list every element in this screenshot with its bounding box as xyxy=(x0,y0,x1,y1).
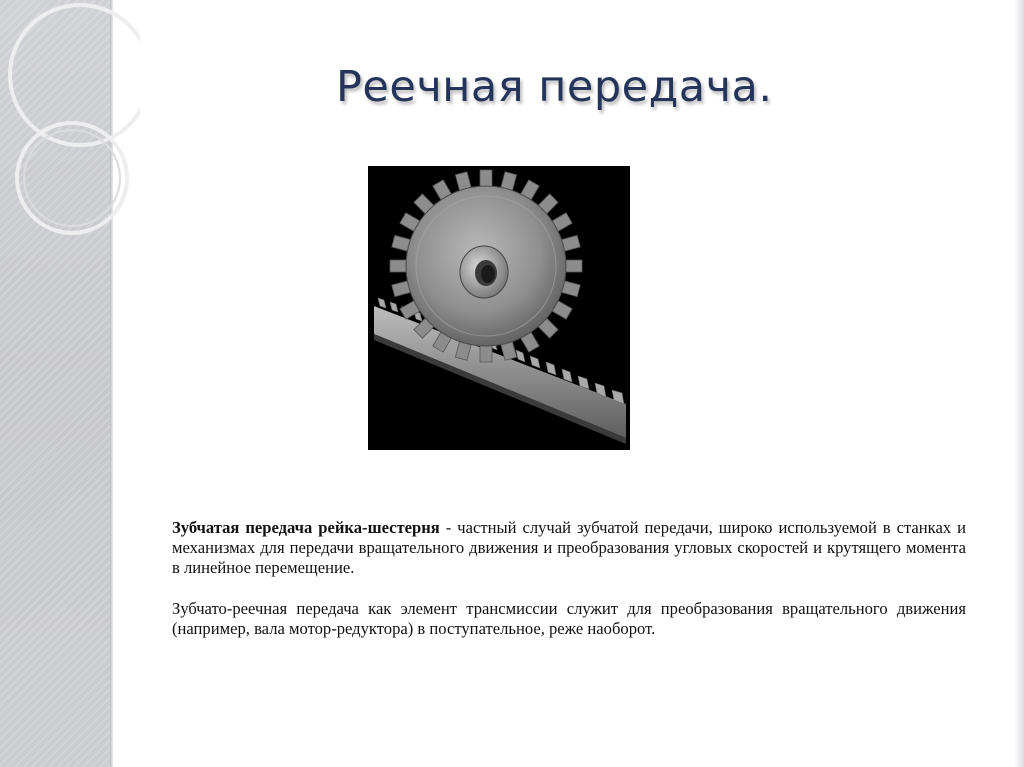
paragraph-1 xyxy=(172,518,966,578)
term-rack-and-pinion: Зубчатая передача рейка-шестерня xyxy=(172,518,440,537)
right-edge-shadow xyxy=(1014,0,1024,767)
slide-title: Реечная передача. xyxy=(336,62,773,112)
rack-and-pinion-illustration xyxy=(368,166,630,450)
decorative-circles xyxy=(0,0,140,260)
pinion-gear xyxy=(390,170,582,362)
rack-and-pinion-image xyxy=(368,166,630,450)
paragraph-2: Зубчато-реечная передача как элемент трансмиссии служит для преобразования вращательного движения (например, вала мотор-редуктора) в поступательное, реже наоборот. xyxy=(172,599,966,638)
body-text xyxy=(172,518,966,639)
paragraph-1-text: - частный случай зубчатой передачи, широко используемой в станках и механизмах для передачи вращательного движения и преобразования угловых скоростей и крутящего момента в линейное перемещение. xyxy=(172,518,966,577)
